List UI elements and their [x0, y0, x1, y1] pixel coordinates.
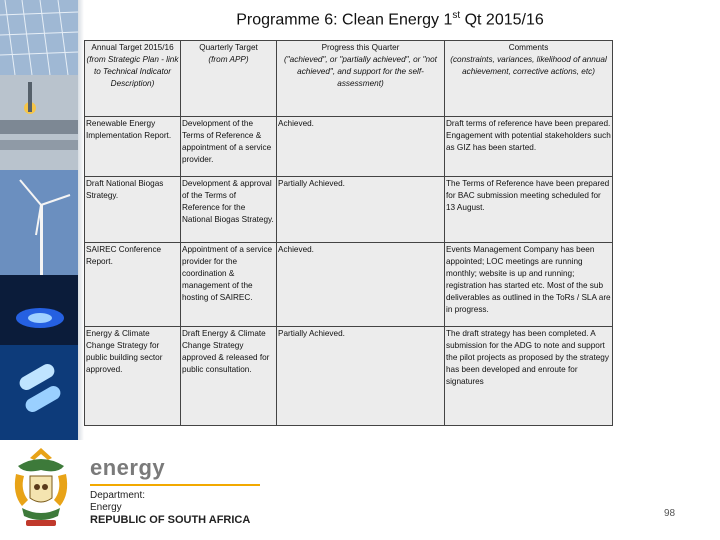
- header-annual-target: [85, 41, 181, 117]
- cell-quarterly: Development of the Terms of Reference & appointment of a service provider.: [181, 117, 277, 177]
- cell-progress: Achieved.: [277, 243, 445, 327]
- cell-comments: Draft terms of reference have been prepared. Engagement with potential stakeholders such as GIZ has been started.: [445, 117, 613, 177]
- brand-word: energy: [90, 455, 166, 480]
- sidebar-illustration: [0, 0, 78, 440]
- title-ordinal-sup: st: [452, 10, 461, 21]
- header-label: Comments: [508, 43, 549, 52]
- table-row: [85, 243, 613, 327]
- cell-quarterly: Draft Energy & Climate Change Strategy approved & released for public consultation.: [181, 327, 277, 426]
- title-prefix: Programme 6: Clean Energy: [236, 11, 439, 29]
- header-quarterly-target: [181, 41, 277, 117]
- light-bulb-image: [0, 345, 78, 440]
- cell-progress: Achieved.: [277, 117, 445, 177]
- department-label: Department:: [90, 490, 146, 501]
- table-row: [85, 327, 613, 426]
- brand-underline: [90, 484, 260, 486]
- cell-quarterly: Development & approval of the Terms of Reference for the National Biogas Strategy.: [181, 177, 277, 243]
- page-title: [160, 10, 620, 29]
- page-number: 98: [664, 508, 676, 519]
- cell-progress: Partially Achieved.: [277, 177, 445, 243]
- title-ordinal: 1: [443, 11, 453, 29]
- header-hint: (from Strategic Plan - link to Technical Indicator Description): [86, 55, 179, 88]
- table-row: [85, 177, 613, 243]
- header-label: Quarterly Target: [199, 43, 258, 52]
- department-logo: [90, 455, 260, 527]
- cell-comments: The Terms of Reference have been prepared for BAC submission meeting scheduled for 13 August.: [445, 177, 613, 243]
- cell-annual: Draft National Biogas Strategy.: [85, 177, 181, 243]
- header-label: Annual Target 2015/16: [91, 43, 174, 52]
- header-comments: [445, 41, 613, 117]
- header-hint: (constraints, variances, likelihood of annual achievement, corrective actions, etc): [450, 55, 607, 76]
- cell-annual: SAIREC Conference Report.: [85, 243, 181, 327]
- sidebar-photo-strip: [0, 0, 78, 440]
- coat-of-arms-icon: [8, 444, 74, 530]
- cell-comments: Events Management Company has been appointed; LOC meetings are running monthly; website is up and running; registration has started etc. Most of the sub deliverables as outlined in the ToRs / SLA are in progress.: [445, 243, 613, 327]
- header-hint: ("achieved", or "partially achieved", or "not achieved", and support for the self-assessment): [284, 55, 437, 88]
- progress-table: [84, 40, 613, 426]
- header-label: Progress this Quarter: [321, 43, 400, 52]
- table-header-row: [85, 41, 613, 117]
- cell-progress: Partially Achieved.: [277, 327, 445, 426]
- department-name: Energy: [90, 502, 122, 513]
- cell-annual: Energy & Climate Change Strategy for public building sector approved.: [85, 327, 181, 426]
- header-progress: [277, 41, 445, 117]
- cell-annual: Renewable Energy Implementation Report.: [85, 117, 181, 177]
- country-name: REPUBLIC OF SOUTH AFRICA: [90, 514, 251, 526]
- cell-comments: The draft strategy has been completed. A submission for the ADG to note and support the pilot projects as proposed by the strategy has been developed and enroute for signatures: [445, 327, 613, 426]
- table-row: [85, 117, 613, 177]
- cell-quarterly: Appointment of a service provider for the coordination & management of the hosting of SAIREC.: [181, 243, 277, 327]
- title-suffix: Qt 2015/16: [460, 11, 544, 29]
- header-hint: (from APP): [208, 55, 249, 64]
